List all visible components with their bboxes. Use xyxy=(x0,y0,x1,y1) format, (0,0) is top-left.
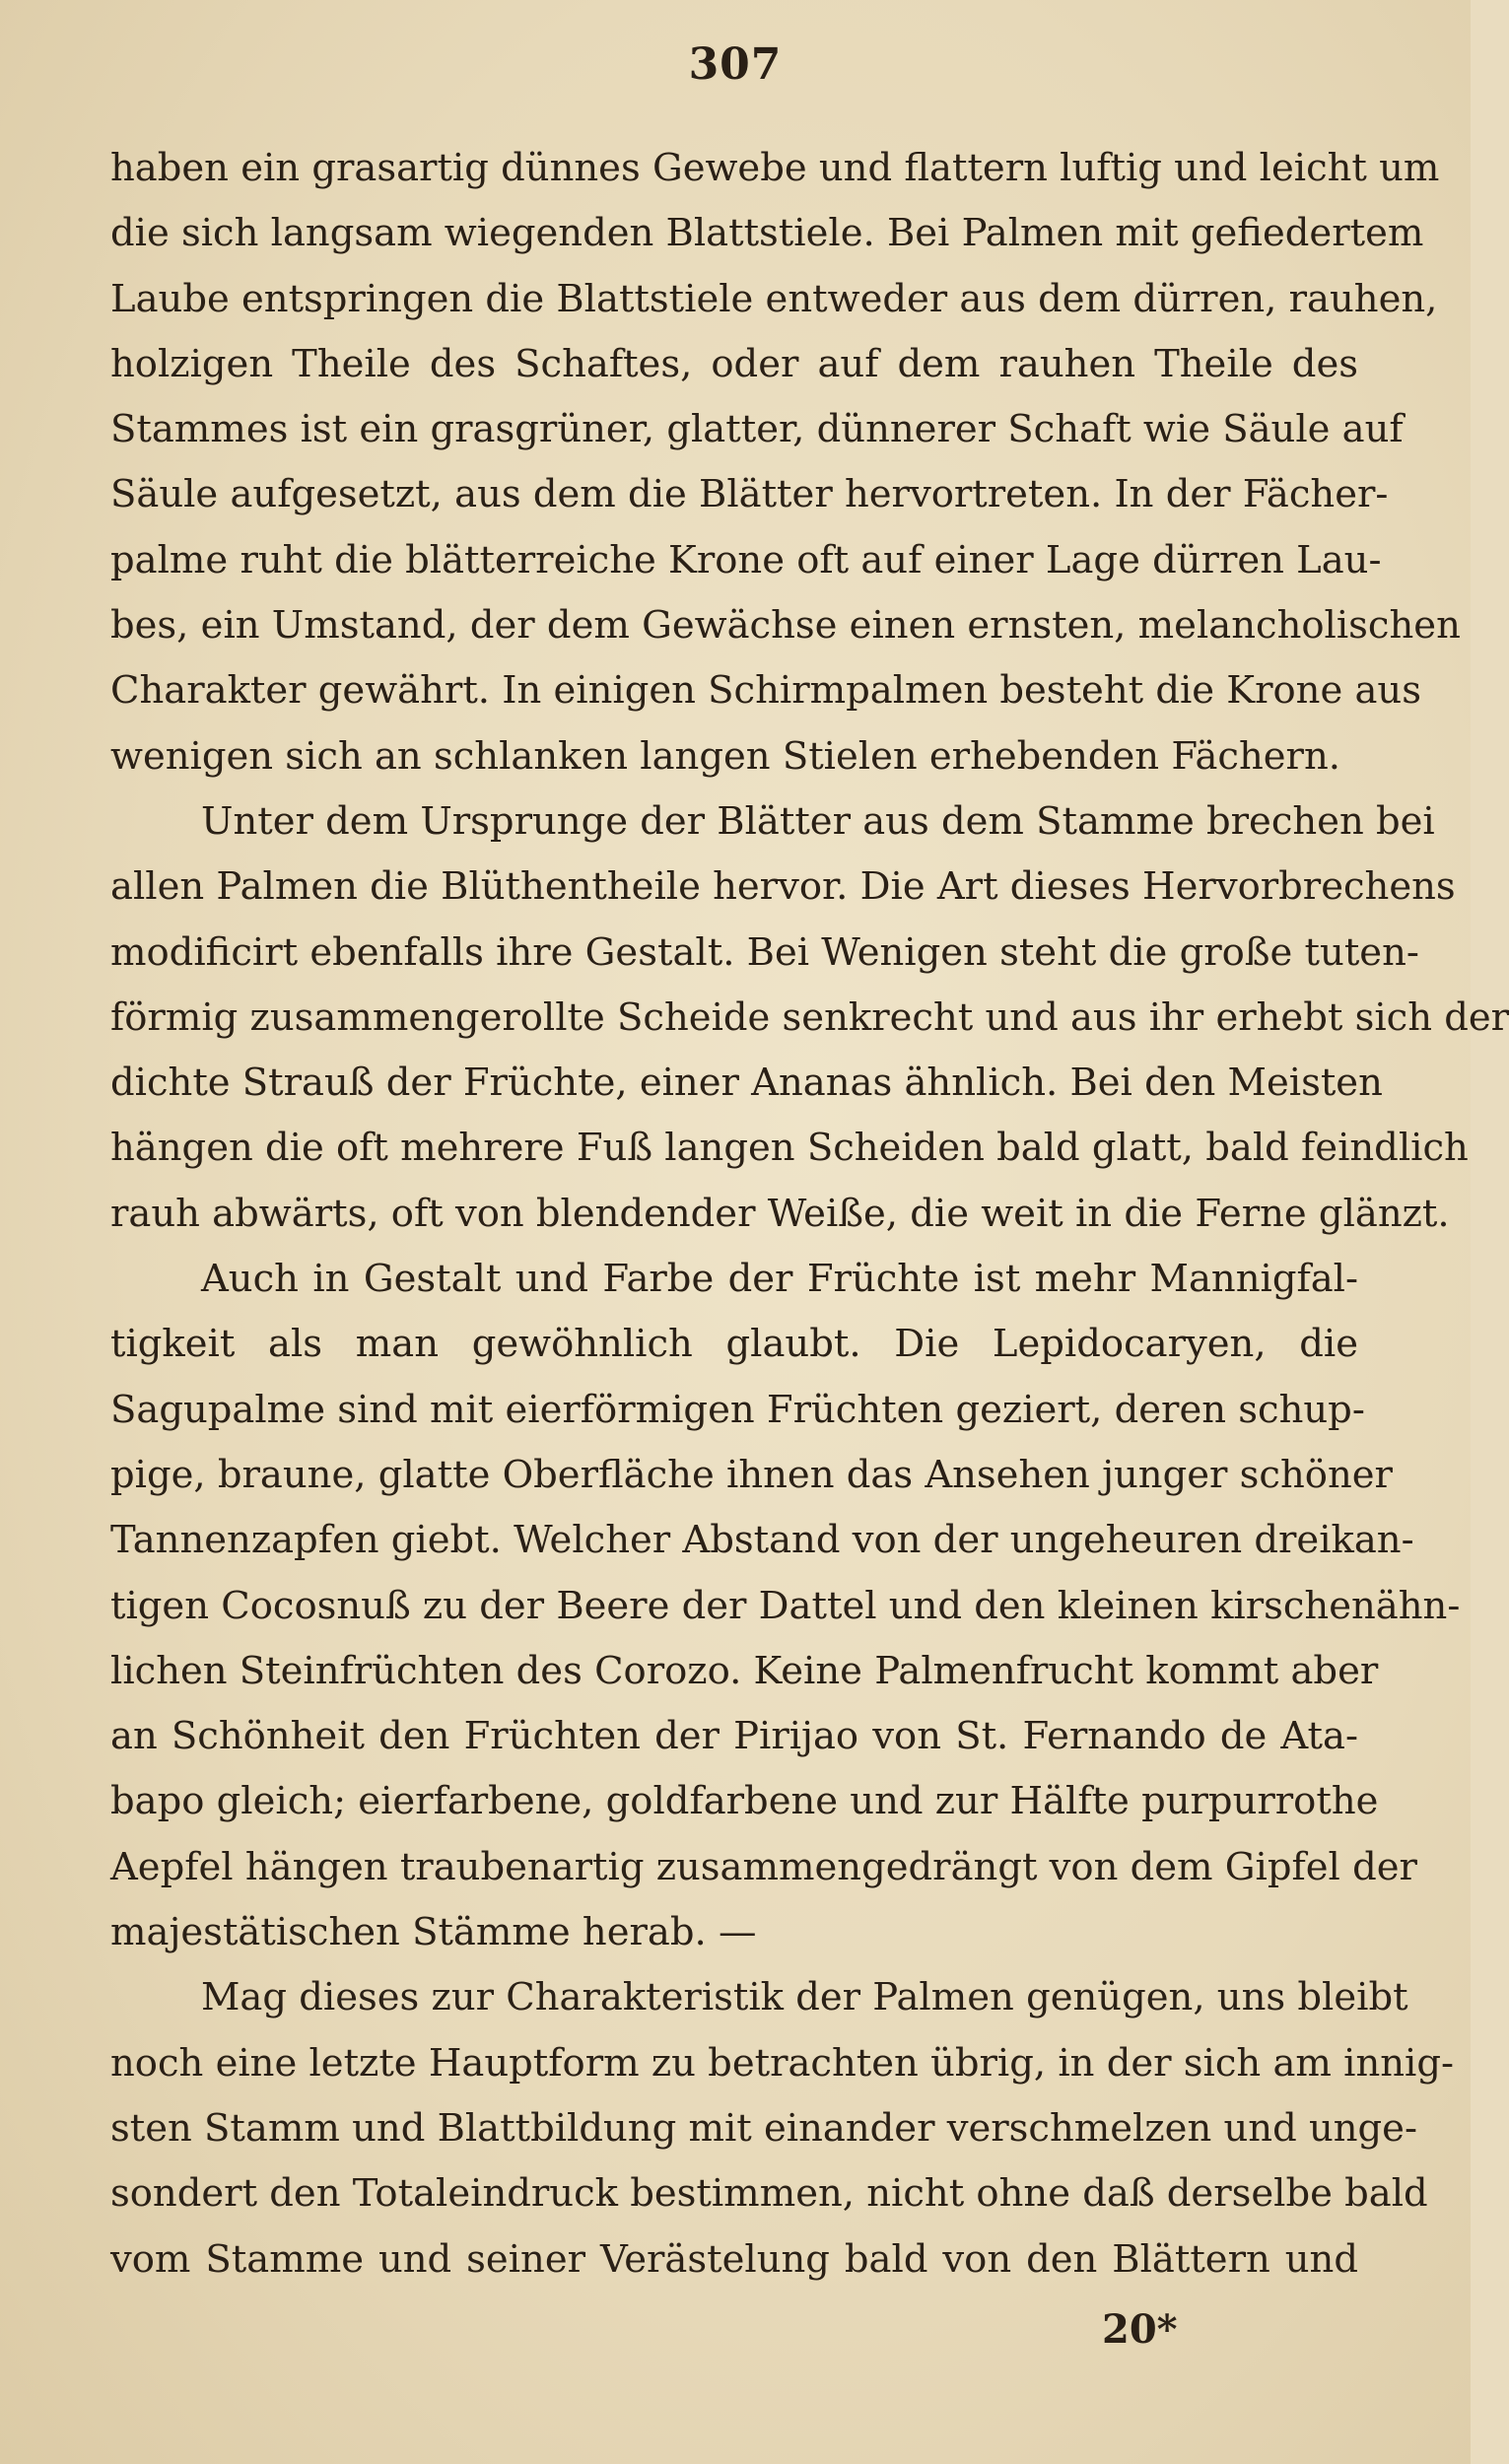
text-line: förmig zusammengerollte Scheide senkrecht und aus ihr erhebt sich der xyxy=(110,994,1509,1040)
text-line: haben ein grasartig dünnes Gewebe und flattern luftig und leicht um xyxy=(110,146,1440,190)
text-line: allen Palmen die Blüthentheile hervor. Die Art dieses Hervorbrechens xyxy=(110,864,1456,910)
text-line: dichte Strauß der Früchte, einer Ananas ähnlich. Bei den Meisten xyxy=(110,1061,1383,1106)
text-line: pige, braune, glatte Oberfläche ihnen das Ansehen junger schöner xyxy=(110,1452,1393,1497)
paragraph-start-line: Auch in Gestalt und Farbe der Früchte ist mehr Mannigfal- xyxy=(201,1257,1358,1302)
text-line: vom Stamme und seiner Verästelung bald von den Blättern und xyxy=(110,2236,1358,2282)
text-line: an Schönheit den Früchten der Pirijao von St. Fernando de Ata- xyxy=(110,1714,1358,1759)
text-line: noch eine letzte Hauptform zu betrachten übrig, in der sich am innig- xyxy=(110,2040,1455,2086)
text-line: majestätischen Stämme herab. — xyxy=(110,1910,757,1955)
text-line: sten Stamm und Blattbildung mit einander verschmelzen und unge- xyxy=(110,2105,1417,2151)
signature-mark: 20* xyxy=(1102,2306,1178,2353)
text-line: holzigen Theile des Schaftes, oder auf dem rauhen Theile des xyxy=(110,341,1358,386)
text-line: palme ruht die blätterreiche Krone oft auf einer Lage dürren Lau- xyxy=(110,537,1382,582)
text-line: bapo gleich; eierfarbene, goldfarbene und zur Hälfte purpurrothe xyxy=(110,1779,1379,1824)
text-line: rauh abwärts, oft von blendender Weiße, die weit in die Ferne glänzt. xyxy=(110,1191,1450,1236)
text-line: tigkeit als man gewöhnlich glaubt. Die Lepidocaryen, die xyxy=(110,1322,1358,1367)
text-line: hängen die oft mehrere Fuß langen Scheiden bald glatt, bald feindlich xyxy=(110,1126,1469,1171)
text-line: bes, ein Umstand, der dem Gewächse einen ernsten, melancholischen xyxy=(110,603,1461,649)
text-line: Stammes ist ein grasgrüner, glatter, dünnerer Schaft wie Säule auf xyxy=(110,407,1404,452)
text-line: Laube entspringen die Blattstiele entweder aus dem dürren, rauhen, xyxy=(110,276,1438,321)
page-number: 307 xyxy=(688,39,783,90)
text-body xyxy=(110,136,1509,2293)
text-line: Aepfel hängen traubenartig zusammengedrängt von dem Gipfel der xyxy=(110,1844,1417,1889)
text-line: sondert den Totaleindruck bestimmen, nicht ohne daß derselbe bald xyxy=(110,2171,1428,2217)
text-line: Säule aufgesetzt, aus dem die Blätter hervortreten. In der Fächer- xyxy=(110,472,1389,517)
text-line: wenigen sich an schlanken langen Stielen erhebenden Fächern. xyxy=(110,733,1340,779)
text-line: lichen Steinfrüchten des Corozo. Keine Palmenfrucht kommt aber xyxy=(110,1648,1379,1693)
text-line: die sich langsam wiegenden Blattstiele. Bei Palmen mit gefiedertem xyxy=(110,211,1424,256)
text-line: Sagupalme sind mit eierförmigen Früchten geziert, deren schup- xyxy=(110,1387,1365,1432)
text-line: modificirt ebenfalls ihre Gestalt. Bei Wenigen steht die große tuten- xyxy=(110,929,1419,975)
text-line: Charakter gewährt. In einigen Schirmpalmen besteht die Krone aus xyxy=(110,668,1421,714)
paragraph-start-line: Unter dem Ursprunge der Blätter aus dem Stamme brechen bei xyxy=(201,798,1435,844)
paragraph-start-line: Mag dieses zur Charakteristik der Palmen genügen, uns bleibt xyxy=(201,1975,1408,2020)
text-line: tigen Cocosnuß zu der Beere der Dattel und den kleinen kirschenähn- xyxy=(110,1583,1461,1628)
text-line: Tannenzapfen giebt. Welcher Abstand von der ungeheuren dreikan- xyxy=(110,1518,1414,1563)
